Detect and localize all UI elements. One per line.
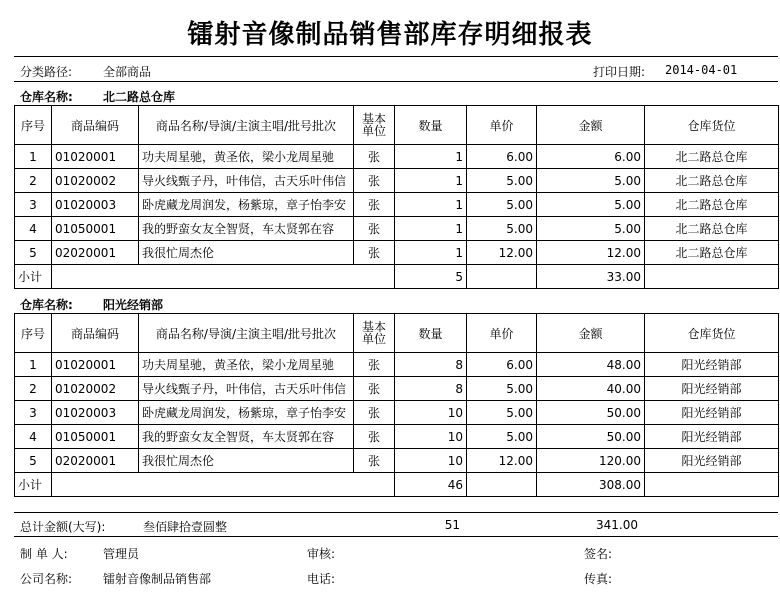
cell-seq: 3 (15, 193, 52, 217)
cell-code: 01050001 (52, 217, 139, 241)
cell-code: 01020002 (52, 377, 139, 401)
cell-code: 01020002 (52, 169, 139, 193)
cell-unit: 张 (354, 353, 395, 377)
total-qty: 51 (444, 518, 460, 532)
col-amount: 金额 (537, 106, 645, 145)
review-label: 审核: (307, 547, 336, 561)
col-location: 仓库货位 (645, 106, 779, 145)
col-unit (354, 314, 395, 353)
cell-unit: 张 (354, 145, 395, 169)
title-divider (14, 56, 778, 57)
cell-code: 01020001 (52, 353, 139, 377)
total-amount-label: 总计金额(大写): (20, 520, 106, 534)
col-price: 单价 (467, 314, 537, 353)
category-value: 全部商品 (103, 65, 152, 79)
cell-location: 阳光经销部 (645, 377, 779, 401)
cell-code: 02020001 (52, 241, 139, 265)
col-name: 商品名称/导演/主演主唱/批号批次 (139, 314, 354, 353)
cell-seq: 2 (15, 169, 52, 193)
cell-amount: 5.00 (537, 193, 645, 217)
col-unit-line1: 基本 (361, 112, 386, 126)
subtotal-row (15, 473, 779, 497)
cell-name: 卧虎藏龙周润发，杨紫琼，章子怡李安 (139, 401, 354, 425)
cell-unit: 张 (354, 169, 395, 193)
col-price: 单价 (467, 106, 537, 145)
col-qty: 数量 (395, 314, 467, 353)
company-label: 公司名称: (20, 572, 73, 586)
cell-unit: 张 (354, 377, 395, 401)
cell-amount: 48.00 (537, 353, 645, 377)
subtotal-blank (467, 473, 537, 497)
maker-value: 管理员 (103, 547, 140, 561)
cell-price: 6.00 (467, 145, 537, 169)
total-amount: 341.00 (596, 518, 638, 532)
subtotal-blank (645, 473, 779, 497)
totals-bottom-divider (14, 536, 778, 537)
subtotal-amount: 33.00 (537, 265, 645, 289)
subtotal-qty: 46 (395, 473, 467, 497)
table-header-row (15, 314, 779, 353)
table-header-row (15, 106, 779, 145)
cell-qty: 1 (395, 193, 467, 217)
cell-qty: 1 (395, 169, 467, 193)
cell-name: 功夫周星驰，黄圣依，梁小龙周星驰 (139, 353, 354, 377)
sign-label: 签名: (584, 547, 613, 561)
cell-code: 01020003 (52, 401, 139, 425)
cell-amount: 120.00 (537, 449, 645, 473)
cell-price: 5.00 (467, 217, 537, 241)
inventory-table-2 (14, 313, 779, 497)
cell-amount: 50.00 (537, 425, 645, 449)
warehouse-label: 仓库名称: (20, 298, 73, 312)
cell-seq: 1 (15, 353, 52, 377)
col-code: 商品编码 (52, 314, 139, 353)
cell-name: 导火线甄子丹，叶伟信，古天乐叶伟信 (139, 169, 354, 193)
col-seq: 序号 (15, 314, 52, 353)
cell-name: 我的野蛮女友全智贤，车太贤郭在容 (139, 217, 354, 241)
subtotal-blank (52, 265, 395, 289)
cell-seq: 5 (15, 449, 52, 473)
warehouse-name: 阳光经销部 (103, 298, 164, 312)
cell-code: 01020003 (52, 193, 139, 217)
cell-location: 阳光经销部 (645, 449, 779, 473)
table-row (15, 449, 779, 473)
cell-unit: 张 (354, 217, 395, 241)
cell-qty: 1 (395, 217, 467, 241)
cell-name: 我很忙周杰伦 (139, 241, 354, 265)
cell-price: 5.00 (467, 193, 537, 217)
subtotal-qty: 5 (395, 265, 467, 289)
cell-amount: 6.00 (537, 145, 645, 169)
cell-amount: 5.00 (537, 217, 645, 241)
cell-seq: 4 (15, 425, 52, 449)
cell-amount: 50.00 (537, 401, 645, 425)
fax-label: 传真: (584, 572, 613, 586)
subtotal-blank (645, 265, 779, 289)
subtotal-amount: 308.00 (537, 473, 645, 497)
cell-price: 5.00 (467, 401, 537, 425)
cell-price: 6.00 (467, 353, 537, 377)
cell-qty: 10 (395, 425, 467, 449)
cell-location: 阳光经销部 (645, 353, 779, 377)
table-row (15, 145, 779, 169)
table-row (15, 377, 779, 401)
cell-price: 12.00 (467, 449, 537, 473)
table-row (15, 169, 779, 193)
maker-label: 制 单 人: (20, 547, 68, 561)
cell-code: 01050001 (52, 425, 139, 449)
col-name: 商品名称/导演/主演主唱/批号批次 (139, 106, 354, 145)
cell-location: 北二路总仓库 (645, 193, 779, 217)
print-date-label: 打印日期: (593, 65, 646, 79)
col-unit-line1: 基本 (361, 320, 386, 334)
cell-qty: 1 (395, 145, 467, 169)
company-value: 镭射音像制品销售部 (103, 572, 212, 586)
cell-qty: 1 (395, 241, 467, 265)
cell-price: 5.00 (467, 169, 537, 193)
phone-label: 电话: (307, 572, 336, 586)
col-amount: 金额 (537, 314, 645, 353)
subtotal-blank (467, 265, 537, 289)
cell-code: 02020001 (52, 449, 139, 473)
subtotal-row (15, 265, 779, 289)
col-unit-line2: 单位 (361, 332, 386, 346)
col-seq: 序号 (15, 106, 52, 145)
cell-unit: 张 (354, 401, 395, 425)
inventory-table-1 (14, 105, 779, 289)
table-row (15, 401, 779, 425)
cell-name: 我很忙周杰伦 (139, 449, 354, 473)
cell-location: 阳光经销部 (645, 425, 779, 449)
cell-qty: 10 (395, 449, 467, 473)
subtotal-label: 小计 (15, 265, 52, 289)
cell-amount: 12.00 (537, 241, 645, 265)
cell-price: 5.00 (467, 377, 537, 401)
cell-seq: 4 (15, 217, 52, 241)
cell-seq: 1 (15, 145, 52, 169)
cell-seq: 5 (15, 241, 52, 265)
cell-amount: 5.00 (537, 169, 645, 193)
cell-seq: 3 (15, 401, 52, 425)
cell-code: 01020001 (52, 145, 139, 169)
cell-location: 北二路总仓库 (645, 217, 779, 241)
cell-amount: 40.00 (537, 377, 645, 401)
cell-unit: 张 (354, 425, 395, 449)
cell-unit: 张 (354, 449, 395, 473)
cell-location: 北二路总仓库 (645, 241, 779, 265)
table-row (15, 193, 779, 217)
cell-qty: 8 (395, 353, 467, 377)
warehouse-label: 仓库名称: (20, 90, 73, 104)
header-divider (14, 81, 778, 82)
report-title: 镭射音像制品销售部库存明细报表 (187, 20, 593, 50)
cell-unit: 张 (354, 241, 395, 265)
cell-location: 阳光经销部 (645, 401, 779, 425)
col-unit-line2: 单位 (361, 124, 386, 138)
table-row (15, 241, 779, 265)
cell-price: 5.00 (467, 425, 537, 449)
totals-top-divider (14, 512, 778, 513)
cell-location: 北二路总仓库 (645, 145, 779, 169)
cell-name: 卧虎藏龙周润发，杨紫琼，章子怡李安 (139, 193, 354, 217)
cell-seq: 2 (15, 377, 52, 401)
table-row (15, 353, 779, 377)
col-location: 仓库货位 (645, 314, 779, 353)
table-row (15, 425, 779, 449)
total-amount-words: 叁佰肆拾壹圆整 (143, 520, 228, 534)
cell-name: 我的野蛮女友全智贤，车太贤郭在容 (139, 425, 354, 449)
cell-name: 功夫周星驰，黄圣依，梁小龙周星驰 (139, 145, 354, 169)
warehouse-name: 北二路总仓库 (103, 90, 176, 104)
subtotal-blank (52, 473, 395, 497)
table-row (15, 217, 779, 241)
subtotal-label: 小计 (15, 473, 52, 497)
cell-name: 导火线甄子丹，叶伟信，古天乐叶伟信 (139, 377, 354, 401)
print-date-value: 2014-04-01 (665, 63, 738, 77)
cell-qty: 10 (395, 401, 467, 425)
col-qty: 数量 (395, 106, 467, 145)
cell-unit: 张 (354, 193, 395, 217)
col-unit (354, 106, 395, 145)
cell-qty: 8 (395, 377, 467, 401)
cell-location: 北二路总仓库 (645, 169, 779, 193)
cell-price: 12.00 (467, 241, 537, 265)
col-code: 商品编码 (52, 106, 139, 145)
category-label: 分类路径: (20, 65, 73, 79)
